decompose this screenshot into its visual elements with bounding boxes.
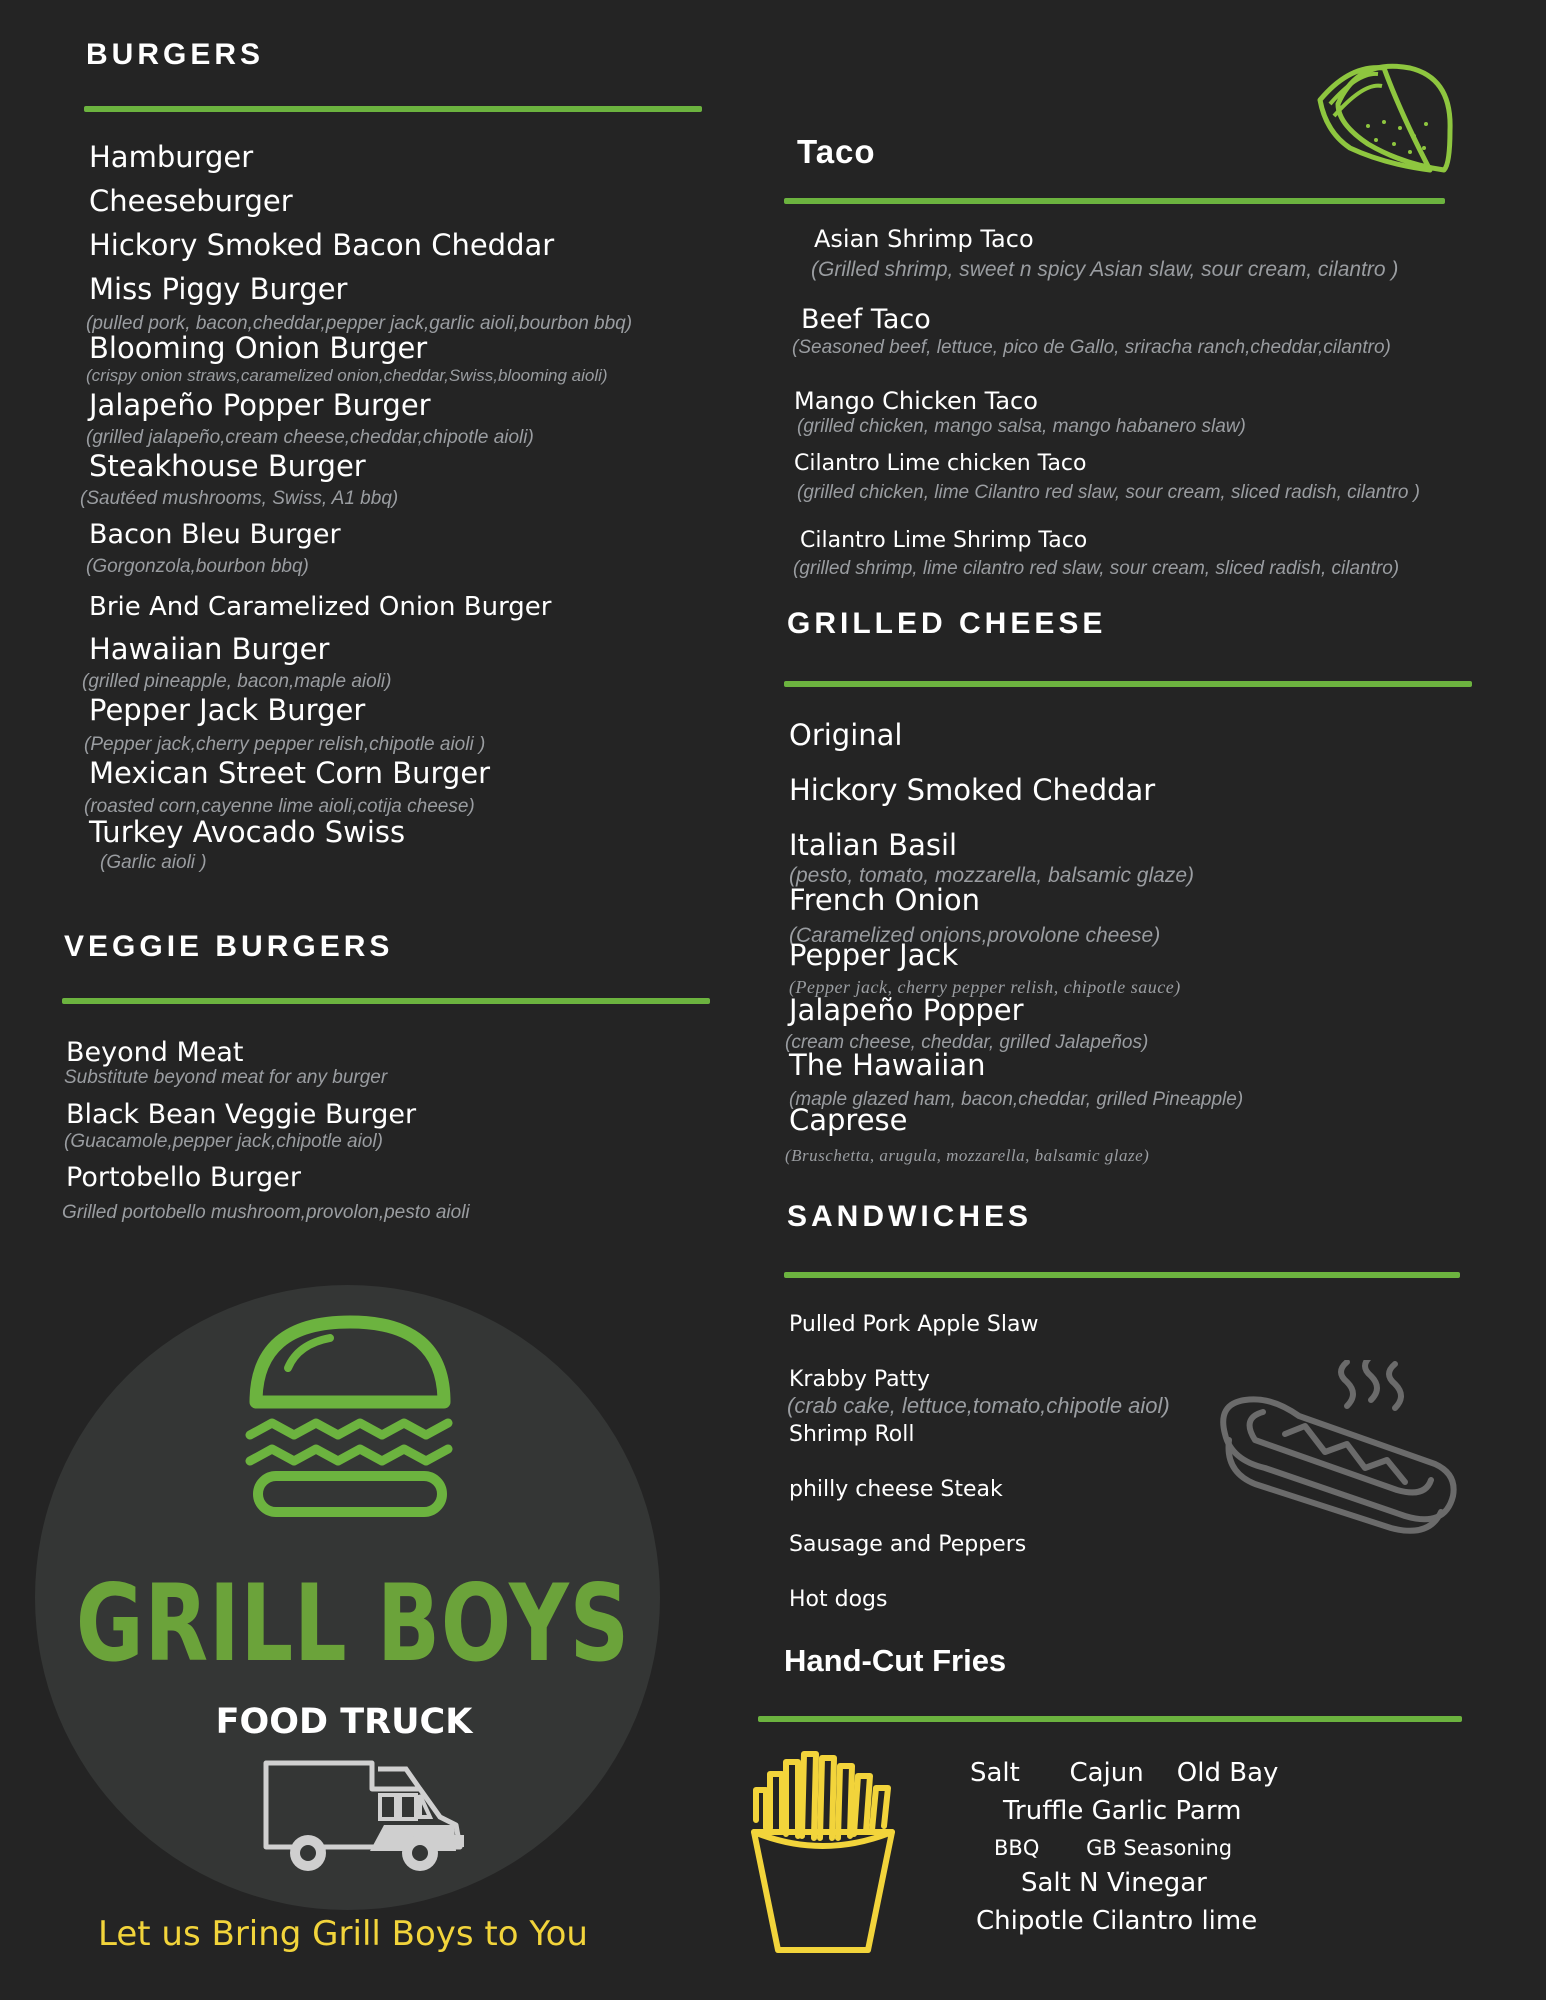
fries-flavor-line: Salt Cajun Old Bay (970, 1758, 1279, 1788)
menu-item-desc: (Sautéed mushrooms, Swiss, A1 bbq) (80, 488, 399, 509)
brand-name: GRILL BOYS (75, 1562, 630, 1685)
menu-item: Portobello Burger (66, 1162, 302, 1193)
menu-item: Black Bean Veggie Burger (66, 1099, 417, 1130)
menu-item: The Hawaiian (789, 1048, 986, 1082)
sandwiches-heading: SANDWICHES (787, 1200, 1033, 1233)
menu-item-desc: (Gorgonzola,bourbon bbq) (86, 556, 309, 577)
fries-heading: Hand-Cut Fries (784, 1643, 1007, 1678)
menu-item: Mexican Street Corn Burger (89, 756, 491, 790)
veggie-divider (62, 998, 710, 1004)
menu-item: Pepper Jack (789, 938, 959, 972)
taco-heading: Taco (797, 133, 876, 170)
menu-item-desc: (maple glazed ham, bacon,cheddar, grilled Pineapple) (789, 1089, 1244, 1110)
menu-item: Turkey Avocado Swiss (89, 815, 406, 849)
menu-item: Cheeseburger (89, 184, 293, 218)
menu-item-desc: Grilled portobello mushroom,provolon,pesto aioli (62, 1202, 470, 1223)
menu-item: Beyond Meat (66, 1037, 244, 1068)
menu-item: Blooming Onion Burger (89, 331, 428, 365)
menu-item-desc: (grilled shrimp, lime cilantro red slaw, sour cream, sliced radish, cilantro) (793, 558, 1400, 579)
menu-item-desc: (Caramelized onions,provolone cheese) (789, 924, 1161, 947)
menu-item: Beef Taco (801, 304, 931, 335)
menu-item: Cilantro Lime chicken Taco (794, 451, 1087, 476)
menu-item-desc: (pulled pork, bacon,cheddar,pepper jack,garlic aioli,bourbon bbq) (86, 313, 633, 334)
menu-item: Original (789, 718, 903, 752)
menu-item: Jalapeño Popper (789, 993, 1024, 1027)
sandwiches-divider (784, 1272, 1460, 1278)
menu-item-desc: (Grilled shrimp, sweet n spicy Asian slaw, sour cream, cilantro ) (811, 258, 1399, 281)
menu-item: Pulled Pork Apple Slaw (789, 1312, 1039, 1337)
menu-item: Hawaiian Burger (89, 632, 330, 666)
fries-flavor-line: Chipotle Cilantro lime (976, 1906, 1258, 1936)
menu-item-desc: (cream cheese, cheddar, grilled Jalapeños) (785, 1032, 1149, 1053)
menu-item-desc: Substitute beyond meat for any burger (64, 1067, 388, 1088)
menu-item: Caprese (789, 1103, 908, 1137)
menu-item: Bacon Bleu Burger (89, 519, 341, 550)
menu-item: Pepper Jack Burger (89, 693, 366, 727)
taco-icon (1310, 52, 1460, 177)
fries-flavor-line: BBQ GB Seasoning (994, 1836, 1233, 1860)
menu-item: Asian Shrimp Taco (814, 225, 1034, 253)
menu-item-desc: (grilled jalapeño,cream cheese,cheddar,chipotle aioli) (86, 427, 534, 448)
menu-item-desc: (Pepper jack,cherry pepper relish,chipotle aioli ) (84, 734, 486, 755)
fries-flavor-line: Truffle Garlic Parm (1003, 1796, 1242, 1826)
menu-item: Mango Chicken Taco (794, 387, 1038, 415)
menu-item: Miss Piggy Burger (89, 272, 348, 306)
menu-item: Hickory Smoked Cheddar (789, 773, 1156, 807)
menu-item: Hickory Smoked Bacon Cheddar (89, 228, 555, 262)
grilled-cheese-divider (784, 681, 1472, 687)
menu-item: Jalapeño Popper Burger (89, 388, 431, 422)
tagline: Let us Bring Grill Boys to You (98, 1914, 588, 1954)
food-truck-icon (260, 1755, 470, 1880)
burgers-divider (84, 106, 702, 112)
fries-icon (742, 1750, 907, 1955)
hot-dog-icon (1215, 1360, 1475, 1535)
menu-item-desc: (grilled chicken, lime Cilantro red slaw, sour cream, sliced radish, cilantro ) (797, 482, 1421, 503)
veggie-heading: VEGGIE BURGERS (64, 930, 394, 963)
fries-flavor-line: Salt N Vinegar (1021, 1868, 1207, 1898)
menu-item: philly cheese Steak (789, 1477, 1003, 1502)
burger-icon (240, 1310, 460, 1520)
brand-subtitle: FOOD TRUCK (215, 1702, 473, 1742)
menu-item: Cilantro Lime Shrimp Taco (800, 528, 1088, 553)
menu-item: Hot dogs (789, 1587, 888, 1612)
menu-item-desc: (pesto, tomato, mozzarella, balsamic glaze) (789, 864, 1194, 887)
menu-item: Sausage and Peppers (789, 1532, 1027, 1557)
menu-item: Steakhouse Burger (89, 449, 366, 483)
menu-item-desc: (roasted corn,cayenne lime aioli,cotija cheese) (84, 796, 475, 817)
menu-item-desc: (crispy onion straws,caramelized onion,cheddar,Swiss,blooming aioli) (86, 366, 608, 385)
menu-item-desc: (Guacamole,pepper jack,chipotle aiol) (64, 1131, 383, 1152)
menu-item: Krabby Patty (789, 1367, 930, 1392)
grilled-cheese-heading: GRILLED CHEESE (787, 607, 1107, 640)
menu-item: Italian Basil (789, 828, 958, 862)
menu-item-desc: (grilled pineapple, bacon,maple aioli) (82, 671, 392, 692)
menu-item: Brie And Caramelized Onion Burger (89, 592, 552, 622)
menu-item-desc: (Seasoned beef, lettuce, pico de Gallo, sriracha ranch,cheddar,cilantro) (792, 337, 1391, 358)
menu-item-desc: (Pepper jack, cherry pepper relish, chipotle sauce) (789, 977, 1181, 997)
menu-item-desc: (grilled chicken, mango salsa, mango habanero slaw) (797, 416, 1246, 437)
menu-item-desc: (Garlic aioli ) (100, 852, 207, 873)
menu-item: Shrimp Roll (789, 1422, 915, 1447)
menu-item-desc: (crab cake, lettuce,tomato,chipotle aiol) (787, 1393, 1170, 1418)
burgers-heading: BURGERS (86, 38, 265, 71)
taco-divider (784, 198, 1445, 204)
menu-item-desc: (Bruschetta, arugula, mozzarella, balsamic glaze) (785, 1146, 1150, 1165)
menu-item: Hamburger (89, 140, 254, 174)
menu-item: French Onion (789, 883, 981, 917)
fries-divider (758, 1716, 1462, 1722)
